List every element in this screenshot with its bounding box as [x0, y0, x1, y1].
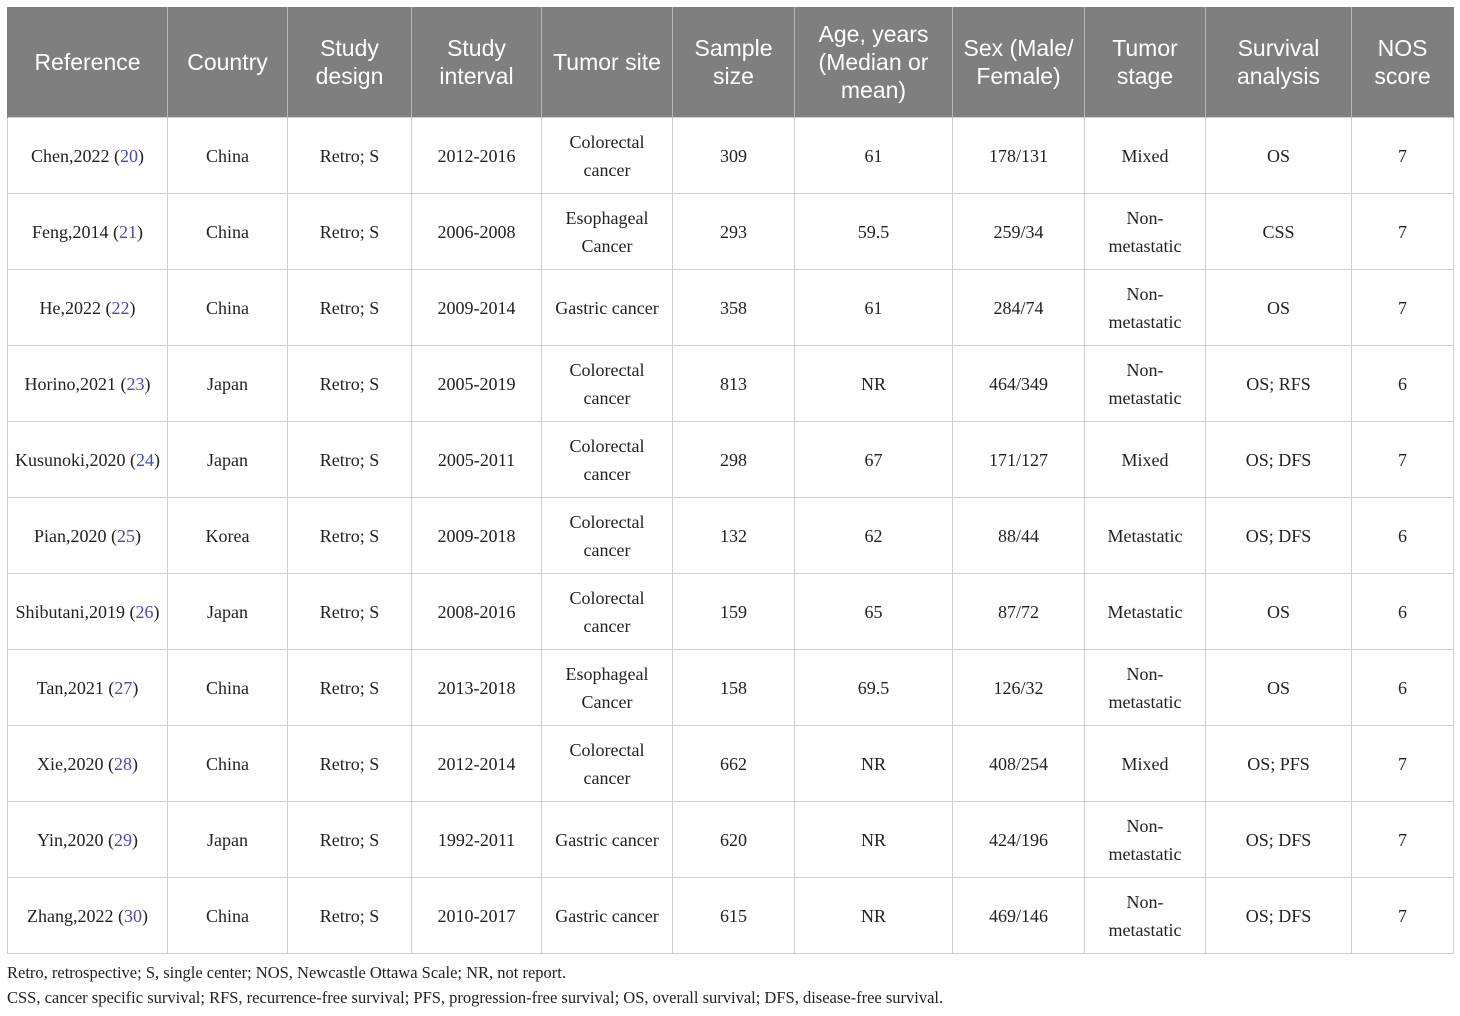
- reference-author-year: Chen,2022: [31, 145, 110, 166]
- sex-ratio-cell: 408/254: [953, 726, 1085, 802]
- citation-open-paren: (: [109, 145, 120, 166]
- sex-ratio-cell: 126/32: [953, 650, 1085, 726]
- citation-close-paren: ): [144, 373, 151, 394]
- reference-author-year: Yin,2020: [36, 829, 104, 850]
- study-interval-cell: 1992-2011: [412, 802, 542, 878]
- age-cell: NR: [795, 802, 953, 878]
- reference-cell: [8, 194, 168, 270]
- reference-cell: [8, 726, 168, 802]
- tumor-stage-cell: Non-metastatic: [1085, 650, 1206, 726]
- table-row: [8, 194, 1454, 270]
- tumor-site-cell: Colorectal cancer: [542, 726, 673, 802]
- sample-size-cell: 813: [673, 346, 795, 422]
- reference-cell: [8, 422, 168, 498]
- citation-link[interactable]: 24: [136, 449, 154, 470]
- nos-score-cell: 6: [1352, 346, 1454, 422]
- tumor-site-cell: Gastric cancer: [542, 802, 673, 878]
- nos-score-cell: 6: [1352, 650, 1454, 726]
- survival-analysis-cell: OS; DFS: [1206, 802, 1352, 878]
- survival-analysis-cell: OS; DFS: [1206, 498, 1352, 574]
- reference-cell: [8, 118, 168, 194]
- citation-link[interactable]: 22: [111, 297, 130, 318]
- table-row: [8, 118, 1454, 194]
- study-design-cell: Retro; S: [288, 118, 412, 194]
- survival-analysis-cell: OS; DFS: [1206, 422, 1352, 498]
- age-cell: 61: [795, 118, 953, 194]
- table-row: [8, 346, 1454, 422]
- survival-analysis-cell: OS; RFS: [1206, 346, 1352, 422]
- tumor-site-cell: Esophageal Cancer: [542, 650, 673, 726]
- sex-ratio-cell: 88/44: [953, 498, 1085, 574]
- citation-close-paren: ): [135, 525, 141, 546]
- study-design-cell: Retro; S: [288, 802, 412, 878]
- column-header: Survival analysis: [1206, 7, 1352, 118]
- column-header: Tumor site: [542, 7, 673, 118]
- citation-close-paren: ): [137, 221, 143, 242]
- sex-ratio-cell: 87/72: [953, 574, 1085, 650]
- sample-size-cell: 159: [673, 574, 795, 650]
- citation-close-paren: ): [141, 905, 148, 926]
- survival-analysis-cell: OS: [1206, 650, 1352, 726]
- column-header: Study design: [288, 7, 412, 118]
- country-cell: Japan: [168, 802, 288, 878]
- citation-close-paren: ): [138, 145, 144, 166]
- tumor-site-cell: Colorectal cancer: [542, 346, 673, 422]
- footnote-abbreviations-survival: CSS, cancer specific survival; RFS, recurrence-free survival; PFS, progression-free survival; OS, overall survival; DFS, disease-free survival.: [7, 988, 944, 1007]
- reference-cell: [8, 270, 168, 346]
- age-cell: 69.5: [795, 650, 953, 726]
- reference-cell: [8, 878, 168, 954]
- study-interval-cell: 2008-2016: [412, 574, 542, 650]
- table-body: [8, 118, 1454, 954]
- citation-link[interactable]: 25: [117, 525, 135, 546]
- nos-score-cell: 7: [1352, 118, 1454, 194]
- study-characteristics-table-container: [7, 7, 1453, 954]
- study-interval-cell: 2009-2014: [412, 270, 542, 346]
- tumor-stage-cell: Mixed: [1085, 118, 1206, 194]
- citation-link[interactable]: 23: [126, 373, 145, 394]
- nos-score-cell: 7: [1352, 878, 1454, 954]
- sex-ratio-cell: 424/196: [953, 802, 1085, 878]
- country-cell: Japan: [168, 346, 288, 422]
- citation-open-paren: (: [101, 297, 112, 318]
- reference-author-year: Horino,2021: [24, 373, 116, 394]
- citation-link[interactable]: 29: [114, 829, 132, 850]
- table-footnotes: [7, 960, 1453, 1010]
- citation-open-paren: (: [125, 449, 136, 470]
- tumor-stage-cell: Non-metastatic: [1085, 802, 1206, 878]
- study-design-cell: Retro; S: [288, 270, 412, 346]
- tumor-site-cell: Gastric cancer: [542, 270, 673, 346]
- reference-author-year: Shibutani,2019: [15, 601, 125, 622]
- column-header: Age, years (Median or mean): [795, 7, 953, 118]
- study-interval-cell: 2012-2016: [412, 118, 542, 194]
- sample-size-cell: 158: [673, 650, 795, 726]
- study-design-cell: Retro; S: [288, 422, 412, 498]
- age-cell: NR: [795, 726, 953, 802]
- reference-author-year: Xie,2020: [37, 753, 104, 774]
- column-header: Reference: [8, 7, 168, 118]
- tumor-site-cell: Colorectal cancer: [542, 118, 673, 194]
- country-cell: China: [168, 194, 288, 270]
- sex-ratio-cell: 259/34: [953, 194, 1085, 270]
- reference-author-year: Feng,2014: [32, 221, 109, 242]
- study-interval-cell: 2013-2018: [412, 650, 542, 726]
- country-cell: Japan: [168, 574, 288, 650]
- survival-analysis-cell: OS: [1206, 574, 1352, 650]
- reference-cell: [8, 574, 168, 650]
- study-design-cell: Retro; S: [288, 346, 412, 422]
- column-header: Study interval: [412, 7, 542, 118]
- country-cell: China: [168, 118, 288, 194]
- table-row: [8, 498, 1454, 574]
- citation-link[interactable]: 20: [120, 145, 138, 166]
- table-row: [8, 422, 1454, 498]
- citation-close-paren: ): [132, 677, 139, 698]
- survival-analysis-cell: OS; DFS: [1206, 878, 1352, 954]
- reference-cell: [8, 802, 168, 878]
- column-header: Country: [168, 7, 288, 118]
- nos-score-cell: 7: [1352, 194, 1454, 270]
- citation-open-paren: (: [106, 525, 117, 546]
- study-interval-cell: 2005-2019: [412, 346, 542, 422]
- header-row: [8, 7, 1454, 118]
- citation-open-paren: (: [103, 753, 114, 774]
- country-cell: China: [168, 270, 288, 346]
- citation-link[interactable]: 27: [114, 677, 133, 698]
- column-header: Sample size: [673, 7, 795, 118]
- sex-ratio-cell: 469/146: [953, 878, 1085, 954]
- reference-author-year: Pian,2020: [33, 525, 107, 546]
- table-row: [8, 726, 1454, 802]
- citation-link[interactable]: 21: [119, 221, 137, 242]
- study-interval-cell: 2009-2018: [412, 498, 542, 574]
- tumor-stage-cell: Non-metastatic: [1085, 194, 1206, 270]
- column-header: NOS score: [1352, 7, 1454, 118]
- study-characteristics-table: [7, 7, 1454, 954]
- tumor-stage-cell: Non-metastatic: [1085, 270, 1206, 346]
- column-header: Tumor stage: [1085, 7, 1206, 118]
- age-cell: 61: [795, 270, 953, 346]
- citation-open-paren: (: [125, 601, 136, 622]
- citation-close-paren: ): [153, 601, 160, 622]
- nos-score-cell: 7: [1352, 802, 1454, 878]
- country-cell: Korea: [168, 498, 288, 574]
- study-design-cell: Retro; S: [288, 878, 412, 954]
- footnote-abbreviations-design: Retro, retrospective; S, single center; NOS, Newcastle Ottawa Scale; NR, not report.: [7, 963, 567, 982]
- study-design-cell: Retro; S: [288, 574, 412, 650]
- column-header: Sex (Male/ Female): [953, 7, 1085, 118]
- tumor-stage-cell: Mixed: [1085, 726, 1206, 802]
- survival-analysis-cell: CSS: [1206, 194, 1352, 270]
- citation-open-paren: (: [116, 373, 127, 394]
- sample-size-cell: 309: [673, 118, 795, 194]
- sample-size-cell: 615: [673, 878, 795, 954]
- tumor-site-cell: Gastric cancer: [542, 878, 673, 954]
- reference-author-year: He,2022: [39, 297, 101, 318]
- citation-close-paren: ): [129, 297, 136, 318]
- table-row: [8, 270, 1454, 346]
- country-cell: China: [168, 878, 288, 954]
- citation-close-paren: ): [132, 753, 138, 774]
- tumor-stage-cell: Mixed: [1085, 422, 1206, 498]
- nos-score-cell: 6: [1352, 498, 1454, 574]
- reference-author-year: Zhang,2022: [27, 905, 114, 926]
- tumor-site-cell: Colorectal cancer: [542, 498, 673, 574]
- age-cell: 65: [795, 574, 953, 650]
- table-row: [8, 878, 1454, 954]
- tumor-stage-cell: Metastatic: [1085, 498, 1206, 574]
- sex-ratio-cell: 171/127: [953, 422, 1085, 498]
- study-design-cell: Retro; S: [288, 498, 412, 574]
- table-row: [8, 802, 1454, 878]
- citation-close-paren: ): [154, 449, 160, 470]
- tumor-site-cell: Colorectal cancer: [542, 574, 673, 650]
- table-row: [8, 650, 1454, 726]
- survival-analysis-cell: OS: [1206, 270, 1352, 346]
- study-interval-cell: 2012-2014: [412, 726, 542, 802]
- reference-author-year: Tan,2021: [36, 677, 104, 698]
- survival-analysis-cell: OS: [1206, 118, 1352, 194]
- tumor-site-cell: Esophageal Cancer: [542, 194, 673, 270]
- nos-score-cell: 7: [1352, 726, 1454, 802]
- sample-size-cell: 293: [673, 194, 795, 270]
- age-cell: 62: [795, 498, 953, 574]
- sample-size-cell: 298: [673, 422, 795, 498]
- citation-link[interactable]: 30: [123, 905, 142, 926]
- nos-score-cell: 7: [1352, 422, 1454, 498]
- nos-score-cell: 7: [1352, 270, 1454, 346]
- sample-size-cell: 620: [673, 802, 795, 878]
- reference-author-year: Kusunoki,2020: [14, 449, 126, 470]
- country-cell: China: [168, 726, 288, 802]
- citation-link[interactable]: 28: [114, 753, 132, 774]
- study-design-cell: Retro; S: [288, 726, 412, 802]
- age-cell: 59.5: [795, 194, 953, 270]
- country-cell: China: [168, 650, 288, 726]
- reference-cell: [8, 498, 168, 574]
- reference-cell: [8, 346, 168, 422]
- citation-open-paren: (: [103, 829, 114, 850]
- study-interval-cell: 2006-2008: [412, 194, 542, 270]
- age-cell: 67: [795, 422, 953, 498]
- table-row: [8, 574, 1454, 650]
- age-cell: NR: [795, 346, 953, 422]
- reference-cell: [8, 650, 168, 726]
- study-interval-cell: 2005-2011: [412, 422, 542, 498]
- study-design-cell: Retro; S: [288, 650, 412, 726]
- nos-score-cell: 6: [1352, 574, 1454, 650]
- sample-size-cell: 662: [673, 726, 795, 802]
- citation-open-paren: (: [108, 221, 119, 242]
- citation-open-paren: (: [103, 677, 115, 698]
- sample-size-cell: 358: [673, 270, 795, 346]
- age-cell: NR: [795, 878, 953, 954]
- citation-open-paren: (: [113, 905, 124, 926]
- tumor-stage-cell: Non-metastatic: [1085, 346, 1206, 422]
- sample-size-cell: 132: [673, 498, 795, 574]
- study-interval-cell: 2010-2017: [412, 878, 542, 954]
- country-cell: Japan: [168, 422, 288, 498]
- tumor-site-cell: Colorectal cancer: [542, 422, 673, 498]
- citation-link[interactable]: 26: [135, 601, 154, 622]
- sex-ratio-cell: 178/131: [953, 118, 1085, 194]
- tumor-stage-cell: Metastatic: [1085, 574, 1206, 650]
- study-design-cell: Retro; S: [288, 194, 412, 270]
- sex-ratio-cell: 284/74: [953, 270, 1085, 346]
- survival-analysis-cell: OS; PFS: [1206, 726, 1352, 802]
- citation-close-paren: ): [132, 829, 138, 850]
- sex-ratio-cell: 464/349: [953, 346, 1085, 422]
- tumor-stage-cell: Non-metastatic: [1085, 878, 1206, 954]
